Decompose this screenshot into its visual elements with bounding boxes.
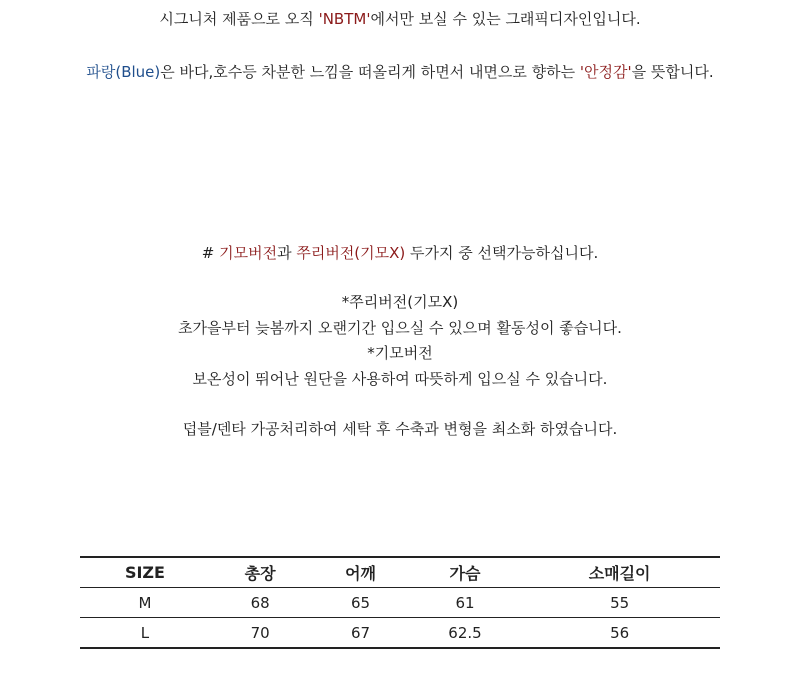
color-word: 파랑(Blue)	[86, 63, 161, 81]
shoulder-cell: 67	[351, 623, 371, 642]
size-cell: L	[140, 623, 150, 642]
intro-line-2-mid: 은 바다,호수등 차분한 느낌을 떠올리게 하면서 내면으로 향하는	[160, 63, 580, 81]
options-headline	[0, 243, 800, 263]
sleeve-cell: 55	[610, 593, 630, 612]
intro-line-1	[0, 9, 800, 29]
processing-note: 덥블/덴타 가공처리하여 세탁 후 수축과 변형을 최소화 하였습니다.	[182, 420, 618, 438]
brand-name: 'NBTM'	[318, 10, 371, 28]
chest-cell: 61	[455, 593, 475, 612]
chest-header: 가슴	[449, 564, 481, 583]
intro-line-1-pre: 시그니처 제품으로 오직	[159, 10, 319, 28]
length-header: 총장	[244, 564, 276, 583]
table-row	[80, 588, 720, 618]
sleeve-cell: 56	[610, 623, 630, 642]
jjuri-title: *쭈리버전(기모X)	[341, 293, 459, 311]
intro-line-2-post: 을 뜻합니다.	[631, 63, 714, 81]
shoulder-header: 어깨	[345, 564, 376, 583]
jjuri-description: 초가을부터 늦봄까지 오랜기간 입으실 수 있으며 활동성이 좋습니다.	[178, 319, 622, 337]
size-header: SIZE	[124, 563, 165, 582]
size-cell: M	[138, 593, 152, 612]
options-headline-post: 두가지 중 선택가능하십니다.	[405, 244, 599, 262]
table-row	[80, 618, 720, 649]
option-jjuri: 쭈리버전(기모X)	[296, 244, 406, 262]
gimo-description: 보온성이 뛰어난 원단을 사용하여 따뜻하게 입으실 수 있습니다.	[192, 370, 608, 388]
size-table-header-row	[80, 557, 720, 588]
gimo-title: *기모버전	[367, 344, 433, 362]
chest-cell: 62.5	[448, 623, 482, 642]
size-table	[80, 556, 720, 649]
keyword: '안정감'	[579, 63, 632, 81]
option-gimo: 기모버전	[219, 244, 278, 262]
length-cell: 70	[250, 623, 270, 642]
options-conj: 과	[277, 244, 297, 262]
intro-line-1-post: 에서만 보실 수 있는 그래픽디자인입니다.	[370, 10, 641, 28]
options-hash: #	[201, 244, 220, 262]
length-cell: 68	[250, 593, 270, 612]
sleeve-header: 소매길이	[588, 564, 651, 583]
intro-line-2	[0, 62, 800, 82]
shoulder-cell: 65	[351, 593, 371, 612]
